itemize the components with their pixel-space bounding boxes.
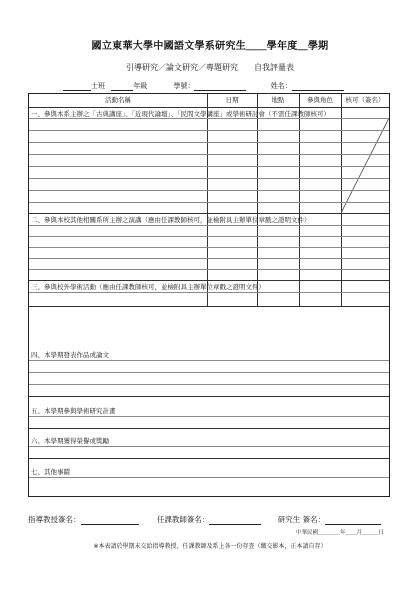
student-id-blank[interactable] bbox=[194, 82, 246, 91]
row-line bbox=[29, 477, 389, 478]
form-title: 國立東華大學中國語文學系研究生＿＿學年度＿學期 bbox=[91, 41, 329, 52]
student-signature-label: 研究生 簽名： bbox=[277, 515, 326, 524]
section-6-heading: 六、本學期獲得榮譽或獎勵 bbox=[31, 437, 109, 445]
row-line bbox=[29, 225, 389, 226]
student-info-row bbox=[63, 81, 344, 91]
row-line bbox=[29, 190, 389, 191]
col-line-role bbox=[299, 94, 300, 306]
row-line bbox=[29, 384, 389, 385]
row-line bbox=[29, 154, 389, 155]
row-line bbox=[29, 446, 389, 447]
row-line bbox=[29, 258, 389, 259]
instructor-signature-label: 任課教師簽名： bbox=[156, 515, 210, 524]
evaluation-table bbox=[28, 93, 390, 497]
row-line bbox=[29, 416, 389, 417]
row-line bbox=[29, 372, 389, 373]
section-2-heading: 二、參與本校其他相關系所主辦之演講（應由任課教師核可，並檢附具主辦單位章戳之證明文件） bbox=[31, 216, 311, 224]
name-label: 姓名： bbox=[270, 82, 292, 90]
row-line bbox=[29, 166, 389, 167]
submission-note: ※本表請於學期末交給指導教授、任課教師及系上各一份存查（繳交影本，正本請自存） bbox=[93, 543, 327, 550]
header-divider bbox=[29, 107, 389, 108]
name-blank[interactable] bbox=[292, 82, 344, 91]
row-line bbox=[29, 292, 389, 293]
row-line bbox=[29, 202, 389, 203]
section-1-heading: 一、參與本系主辦之「古典講座」、「近現代論壇」、「民間文學講座」或學術研討會（不需任課教師核可） bbox=[31, 110, 330, 118]
row-line bbox=[29, 269, 389, 270]
header-location: 地點 bbox=[271, 96, 285, 104]
advisor-signature-blank[interactable] bbox=[81, 516, 139, 525]
header-date: 日期 bbox=[225, 96, 239, 104]
row-line bbox=[29, 236, 389, 237]
advisor-signature-label: 指導教授簽名： bbox=[28, 515, 81, 524]
row-line bbox=[29, 130, 389, 131]
section-4-heading: 四、本學期發表作品或論文 bbox=[31, 351, 109, 359]
grade-blank[interactable] bbox=[111, 82, 133, 91]
header-activity: 活動名稱 bbox=[105, 96, 131, 104]
section-3-heading: 三、參與校外學術活動（應由任課教師核可，並檢附具主辦單位章戳之證明文件） bbox=[31, 283, 265, 291]
degree-blank[interactable] bbox=[63, 82, 91, 91]
section-divider bbox=[29, 428, 389, 429]
form-subtitle: 引導研究／論文研究／專題研究 自我評量表 bbox=[126, 63, 294, 72]
row-line bbox=[29, 247, 389, 248]
col-line-location bbox=[257, 94, 258, 306]
date-line: 中華民國＿＿＿＿年＿＿月＿＿＿日 bbox=[295, 530, 384, 536]
header-role: 參與角色 bbox=[307, 96, 333, 104]
header-approval: 核可（簽名） bbox=[345, 96, 385, 104]
row-line bbox=[29, 142, 389, 143]
section-7-heading: 七、其他事蹟 bbox=[31, 468, 70, 476]
grade-label: 年級 bbox=[133, 82, 148, 90]
section-divider bbox=[29, 213, 389, 214]
section-5-heading: 五、本學期參與學術研究計畫 bbox=[31, 407, 116, 415]
row-line bbox=[29, 118, 389, 119]
student-id-label: 學號： bbox=[173, 82, 195, 90]
row-line bbox=[29, 178, 389, 179]
instructor-signature-blank[interactable] bbox=[209, 516, 261, 525]
row-line bbox=[29, 360, 389, 361]
signature-row bbox=[28, 514, 390, 525]
class-suffix-label: 士班 bbox=[91, 82, 105, 90]
section-divider bbox=[29, 280, 389, 281]
section-divider bbox=[29, 396, 389, 397]
section-divider bbox=[29, 458, 389, 459]
section-divider bbox=[29, 306, 389, 307]
student-signature-blank[interactable] bbox=[325, 516, 381, 525]
col-line-date bbox=[207, 94, 208, 306]
